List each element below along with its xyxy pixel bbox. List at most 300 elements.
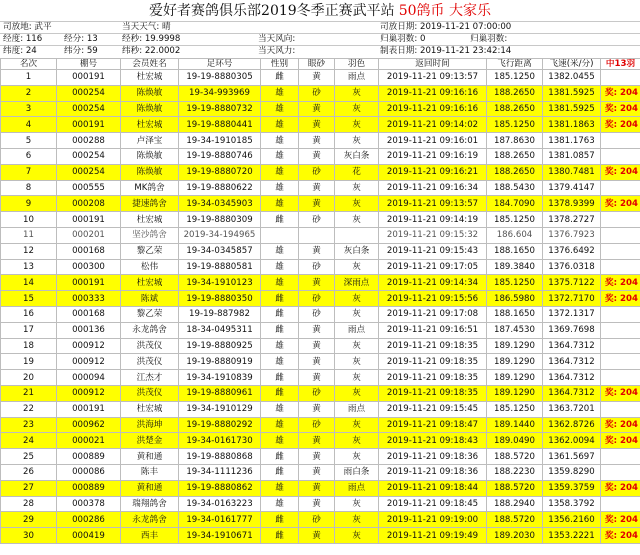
member-cell: 黎乙荣 (121, 306, 179, 322)
table-row (1, 101, 640, 117)
distance-cell: 188.5720 (487, 449, 543, 465)
eye-cell: 黄 (299, 354, 335, 370)
rank-cell: 6 (1, 148, 57, 164)
latitude-min: 纬分: 59 (64, 46, 98, 56)
table-row (1, 417, 640, 433)
returned-count: 归巢羽数: 0 (380, 34, 426, 44)
table-row (1, 322, 640, 338)
loft-cell: 000254 (57, 164, 121, 180)
table-row (1, 85, 640, 101)
ring-cell: 19-19-8880292 (179, 417, 261, 433)
rank-cell: 26 (1, 464, 57, 480)
prize-cell: 奖: 204 (601, 385, 640, 401)
speed-cell: 1358.3792 (543, 496, 601, 512)
sex-cell: 雄 (261, 243, 299, 259)
prize-cell (601, 354, 640, 370)
loft-cell: 000889 (57, 480, 121, 496)
distance-cell: 188.5720 (487, 480, 543, 496)
color-cell: 灰 (335, 385, 379, 401)
prize-cell (601, 338, 640, 354)
sex-cell: 雄 (261, 354, 299, 370)
rank-cell: 30 (1, 528, 57, 544)
return-time-cell: 2019-11-21 09:18:44 (379, 480, 487, 496)
col-distance: 飞行距离 (487, 59, 543, 70)
speed-cell: 1363.7201 (543, 401, 601, 417)
loft-cell: 000191 (57, 212, 121, 228)
distance-cell: 189.1290 (487, 385, 543, 401)
table-row (1, 370, 640, 386)
table-row (1, 338, 640, 354)
distance-cell: 185.1250 (487, 117, 543, 133)
return-time-cell: 2019-11-21 09:18:35 (379, 385, 487, 401)
rank-cell: 1 (1, 70, 57, 86)
sex-cell: 雌 (261, 464, 299, 480)
release-location: 司放地: 武平 (3, 22, 52, 32)
eye-cell: 砂 (299, 512, 335, 528)
color-cell: 灰 (335, 338, 379, 354)
eye-cell: 黄 (299, 370, 335, 386)
title-promo: 50鸽币 大家乐 (398, 3, 491, 19)
member-cell: 洪茂仪 (121, 338, 179, 354)
member-cell: 洪楚金 (121, 433, 179, 449)
color-cell: 灰 (335, 370, 379, 386)
speed-cell: 1361.5697 (543, 449, 601, 465)
return-time-cell: 2019-11-21 09:18:45 (379, 496, 487, 512)
latitude-deg: 纬度: 24 (3, 46, 37, 56)
sex-cell: 雄 (261, 417, 299, 433)
sex-cell: 雌 (261, 449, 299, 465)
rank-cell: 2 (1, 85, 57, 101)
distance-cell: 188.1650 (487, 306, 543, 322)
speed-cell: 1381.0857 (543, 148, 601, 164)
color-cell: 灰 (335, 354, 379, 370)
col-loft: 棚号 (57, 59, 121, 70)
speed-cell: 1364.7312 (543, 370, 601, 386)
ring-cell: 19-19-8880309 (179, 212, 261, 228)
distance-cell: 188.2940 (487, 496, 543, 512)
results-table (0, 58, 640, 544)
loft-cell: 000191 (57, 70, 121, 86)
rank-cell: 29 (1, 512, 57, 528)
distance-cell: 185.1250 (487, 275, 543, 291)
sex-cell: 雌 (261, 322, 299, 338)
member-cell: MK鸽舍 (121, 180, 179, 196)
table-row (1, 164, 640, 180)
col-prize: 中13羽 (601, 59, 640, 70)
return-time-cell: 2019-11-21 09:16:21 (379, 164, 487, 180)
table-date: 制表日期: 2019-11-21 23:42:14 (380, 46, 512, 56)
eye-cell: 黄 (299, 449, 335, 465)
prize-cell (601, 464, 640, 480)
ring-cell: 19-34-1111236 (179, 464, 261, 480)
loft-cell: 000288 (57, 133, 121, 149)
color-cell: 花 (335, 164, 379, 180)
member-cell: 陈焕敏 (121, 85, 179, 101)
ring-cell: 19-19-8880305 (179, 70, 261, 86)
table-row (1, 401, 640, 417)
return-time-cell: 2019-11-21 09:16:19 (379, 148, 487, 164)
color-cell: 灰 (335, 512, 379, 528)
eye-cell: 砂 (299, 259, 335, 275)
sex-cell (261, 227, 299, 243)
rank-cell: 15 (1, 291, 57, 307)
return-time-cell: 2019-11-21 09:17:08 (379, 306, 487, 322)
ring-cell: 19-19-8880622 (179, 180, 261, 196)
loft-cell: 000136 (57, 322, 121, 338)
table-row (1, 212, 640, 228)
prize-cell: 奖: 204 (601, 196, 640, 212)
return-time-cell: 2019-11-21 09:15:32 (379, 227, 487, 243)
return-time-cell: 2019-11-21 09:15:56 (379, 291, 487, 307)
release-date: 司放日期: 2019-11-21 07:00:00 (380, 22, 512, 32)
ring-cell: 19-34-1910129 (179, 401, 261, 417)
loft-cell: 000094 (57, 370, 121, 386)
ring-cell: 2019-34-194965 (179, 227, 261, 243)
rank-cell: 17 (1, 322, 57, 338)
eye-cell (299, 227, 335, 243)
return-time-cell: 2019-11-21 09:18:36 (379, 449, 487, 465)
prize-cell: 奖: 204 (601, 164, 640, 180)
speed-cell: 1379.4147 (543, 180, 601, 196)
return-time-cell: 2019-11-21 09:18:35 (379, 354, 487, 370)
sex-cell: 雌 (261, 512, 299, 528)
distance-cell: 186.604 (487, 227, 543, 243)
return-time-cell: 2019-11-21 09:19:00 (379, 512, 487, 528)
loft-cell: 000912 (57, 354, 121, 370)
sex-cell: 雄 (261, 433, 299, 449)
distance-cell: 188.2650 (487, 85, 543, 101)
sex-cell: 雄 (261, 117, 299, 133)
speed-cell: 1362.0094 (543, 433, 601, 449)
speed-cell: 1381.1863 (543, 117, 601, 133)
loft-cell: 000962 (57, 417, 121, 433)
sex-cell: 雌 (261, 528, 299, 544)
return-time-cell: 2019-11-21 09:18:43 (379, 433, 487, 449)
prize-cell (601, 449, 640, 465)
ring-cell: 18-34-0495311 (179, 322, 261, 338)
ring-cell: 19-34-0345903 (179, 196, 261, 212)
eye-cell: 黄 (299, 148, 335, 164)
sex-cell: 雌 (261, 70, 299, 86)
prize-cell: 奖: 204 (601, 528, 640, 544)
loft-cell: 000912 (57, 385, 121, 401)
prize-cell: 奖: 204 (601, 85, 640, 101)
member-cell: 陈丰 (121, 464, 179, 480)
prize-cell (601, 212, 640, 228)
loft-cell: 000419 (57, 528, 121, 544)
return-time-cell: 2019-11-21 09:16:01 (379, 133, 487, 149)
table-row (1, 512, 640, 528)
ring-cell: 19-19-8880862 (179, 480, 261, 496)
rank-cell: 3 (1, 101, 57, 117)
color-cell: 灰 (335, 133, 379, 149)
color-cell: 雨点 (335, 480, 379, 496)
prize-cell (601, 259, 640, 275)
rank-cell: 24 (1, 433, 57, 449)
eye-cell: 砂 (299, 417, 335, 433)
member-cell: 陈焕敏 (121, 101, 179, 117)
return-time-cell: 2019-11-21 09:19:49 (379, 528, 487, 544)
loft-cell: 000201 (57, 227, 121, 243)
table-row (1, 196, 640, 212)
col-return-time: 返回时间 (379, 59, 487, 70)
ring-cell: 19-19-887982 (179, 306, 261, 322)
table-row (1, 259, 640, 275)
color-cell: 灰 (335, 212, 379, 228)
recorded-count: 归巢羽数: (470, 34, 508, 44)
table-row (1, 433, 640, 449)
eye-cell: 黄 (299, 528, 335, 544)
sex-cell: 雄 (261, 180, 299, 196)
color-cell: 灰 (335, 496, 379, 512)
return-time-cell: 2019-11-21 09:16:16 (379, 101, 487, 117)
loft-cell: 000086 (57, 464, 121, 480)
loft-cell: 000191 (57, 117, 121, 133)
ring-cell: 19-34-0161777 (179, 512, 261, 528)
member-cell: 卢泽宝 (121, 133, 179, 149)
col-eye: 眼砂 (299, 59, 335, 70)
prize-cell (601, 370, 640, 386)
distance-cell: 189.1290 (487, 338, 543, 354)
rank-cell: 28 (1, 496, 57, 512)
rank-cell: 25 (1, 449, 57, 465)
prize-cell (601, 227, 640, 243)
distance-cell: 189.0490 (487, 433, 543, 449)
eye-cell: 黄 (299, 70, 335, 86)
prize-cell (601, 180, 640, 196)
table-row (1, 227, 640, 243)
ring-cell: 19-19-8880350 (179, 291, 261, 307)
loft-cell: 000254 (57, 85, 121, 101)
rank-cell: 16 (1, 306, 57, 322)
loft-cell: 000300 (57, 259, 121, 275)
member-cell: 西丰 (121, 528, 179, 544)
member-cell: 洪海坤 (121, 417, 179, 433)
speed-cell: 1381.5925 (543, 101, 601, 117)
member-cell: 瑞翔鸽舍 (121, 496, 179, 512)
speed-cell: 1353.2221 (543, 528, 601, 544)
speed-cell: 1380.7481 (543, 164, 601, 180)
member-cell: 黎乙荣 (121, 243, 179, 259)
wind-direction: 当天风向: (258, 34, 296, 44)
loft-cell: 000254 (57, 148, 121, 164)
member-cell: 永龙鸽舍 (121, 512, 179, 528)
sex-cell: 雄 (261, 133, 299, 149)
distance-cell: 187.8630 (487, 133, 543, 149)
member-cell: 坚沙鸽舍 (121, 227, 179, 243)
speed-cell: 1369.7698 (543, 322, 601, 338)
sex-cell: 雌 (261, 291, 299, 307)
loft-cell: 000378 (57, 496, 121, 512)
ring-cell: 19-19-8880732 (179, 101, 261, 117)
member-cell: 杜宏城 (121, 70, 179, 86)
speed-cell: 1356.2160 (543, 512, 601, 528)
sex-cell: 雄 (261, 196, 299, 212)
title-main: 爱好者赛鸽俱乐部2019冬季正赛武平站 (149, 3, 395, 19)
distance-cell: 189.2030 (487, 528, 543, 544)
loft-cell: 000912 (57, 338, 121, 354)
prize-cell: 奖: 204 (601, 117, 640, 133)
ring-cell: 19-19-8880746 (179, 148, 261, 164)
speed-cell: 1364.7312 (543, 385, 601, 401)
eye-cell: 砂 (299, 85, 335, 101)
eye-cell: 砂 (299, 212, 335, 228)
return-time-cell: 2019-11-21 09:13:57 (379, 196, 487, 212)
page-title (0, 0, 640, 22)
speed-cell: 1364.7312 (543, 338, 601, 354)
prize-cell (601, 306, 640, 322)
rank-cell: 22 (1, 401, 57, 417)
color-cell: 雨点 (335, 401, 379, 417)
eye-cell: 黄 (299, 196, 335, 212)
prize-cell (601, 401, 640, 417)
speed-cell: 1376.0318 (543, 259, 601, 275)
rank-cell: 13 (1, 259, 57, 275)
eye-cell: 黄 (299, 464, 335, 480)
color-cell: 灰白条 (335, 148, 379, 164)
longitude-sec: 经秒: 19.9998 (122, 34, 181, 44)
color-cell: 灰 (335, 259, 379, 275)
member-cell: 洪茂仪 (121, 385, 179, 401)
rank-cell: 8 (1, 180, 57, 196)
speed-cell: 1376.7923 (543, 227, 601, 243)
prize-cell: 奖: 204 (601, 275, 640, 291)
speed-cell: 1372.7170 (543, 291, 601, 307)
table-row (1, 496, 640, 512)
color-cell: 雨白条 (335, 464, 379, 480)
prize-cell: 奖: 204 (601, 512, 640, 528)
return-time-cell: 2019-11-21 09:16:16 (379, 85, 487, 101)
distance-cell: 188.5430 (487, 180, 543, 196)
distance-cell: 189.1290 (487, 354, 543, 370)
distance-cell: 188.1650 (487, 243, 543, 259)
rank-cell: 14 (1, 275, 57, 291)
distance-cell: 188.2650 (487, 101, 543, 117)
prize-cell: 奖: 204 (601, 480, 640, 496)
color-cell: 灰白条 (335, 243, 379, 259)
member-cell: 陈焕敏 (121, 148, 179, 164)
member-cell: 陈斌 (121, 291, 179, 307)
color-cell: 灰 (335, 117, 379, 133)
col-color: 羽色 (335, 59, 379, 70)
sex-cell: 雄 (261, 275, 299, 291)
loft-cell: 000254 (57, 101, 121, 117)
distance-cell: 189.1440 (487, 417, 543, 433)
loft-cell: 000168 (57, 306, 121, 322)
member-cell: 永龙鸽舍 (121, 322, 179, 338)
member-cell: 松伟 (121, 259, 179, 275)
speed-cell: 1375.7122 (543, 275, 601, 291)
table-row (1, 148, 640, 164)
rank-cell: 20 (1, 370, 57, 386)
latitude-sec: 纬秒: 22.0002 (122, 46, 181, 56)
distance-cell: 184.7090 (487, 196, 543, 212)
member-cell: 杜宏城 (121, 117, 179, 133)
table-row (1, 133, 640, 149)
member-cell: 杜宏城 (121, 275, 179, 291)
weather: 当天天气: 晴 (122, 22, 171, 32)
ring-cell: 19-19-8880441 (179, 117, 261, 133)
distance-cell: 189.3840 (487, 259, 543, 275)
ring-cell: 19-19-8880868 (179, 449, 261, 465)
distance-cell: 185.1250 (487, 70, 543, 86)
col-member: 会员姓名 (121, 59, 179, 70)
table-row (1, 449, 640, 465)
sex-cell: 雌 (261, 370, 299, 386)
member-cell: 江杰才 (121, 370, 179, 386)
distance-cell: 188.5720 (487, 512, 543, 528)
col-ring: 足环号 (179, 59, 261, 70)
prize-cell (601, 148, 640, 164)
loft-cell: 000168 (57, 243, 121, 259)
color-cell: 灰 (335, 417, 379, 433)
eye-cell: 黄 (299, 243, 335, 259)
eye-cell: 砂 (299, 385, 335, 401)
table-row (1, 385, 640, 401)
speed-cell: 1372.1317 (543, 306, 601, 322)
speed-cell: 1378.2727 (543, 212, 601, 228)
member-cell: 黄和通 (121, 449, 179, 465)
sex-cell: 雌 (261, 306, 299, 322)
distance-cell: 188.2230 (487, 464, 543, 480)
table-row (1, 480, 640, 496)
col-sex: 性别 (261, 59, 299, 70)
eye-cell: 黄 (299, 322, 335, 338)
eye-cell: 黄 (299, 433, 335, 449)
sex-cell: 雌 (261, 385, 299, 401)
sex-cell: 雄 (261, 480, 299, 496)
table-row (1, 117, 640, 133)
eye-cell: 黄 (299, 338, 335, 354)
return-time-cell: 2019-11-21 09:15:43 (379, 243, 487, 259)
speed-cell: 1362.8726 (543, 417, 601, 433)
return-time-cell: 2019-11-21 09:17:05 (379, 259, 487, 275)
eye-cell: 黄 (299, 117, 335, 133)
return-time-cell: 2019-11-21 09:14:19 (379, 212, 487, 228)
prize-cell: 奖: 204 (601, 291, 640, 307)
col-rank: 名次 (1, 59, 57, 70)
color-cell: 灰 (335, 196, 379, 212)
eye-cell: 黄 (299, 101, 335, 117)
info-row-2 (0, 34, 640, 45)
sex-cell: 雄 (261, 401, 299, 417)
color-cell: 灰 (335, 180, 379, 196)
rank-cell: 21 (1, 385, 57, 401)
prize-cell (601, 133, 640, 149)
longitude-min: 经分: 13 (64, 34, 98, 44)
color-cell: 深雨点 (335, 275, 379, 291)
color-cell: 雨点 (335, 70, 379, 86)
prize-cell: 奖: 204 (601, 101, 640, 117)
rank-cell: 23 (1, 417, 57, 433)
rank-cell: 19 (1, 354, 57, 370)
eye-cell: 黄 (299, 480, 335, 496)
color-cell: 灰 (335, 101, 379, 117)
eye-cell: 砂 (299, 164, 335, 180)
table-row (1, 70, 640, 86)
ring-cell: 19-19-8880925 (179, 338, 261, 354)
member-cell: 陈焕敏 (121, 164, 179, 180)
header-row (1, 59, 640, 70)
sex-cell: 雄 (261, 148, 299, 164)
eye-cell: 砂 (299, 291, 335, 307)
sex-cell: 雄 (261, 338, 299, 354)
prize-cell (601, 322, 640, 338)
return-time-cell: 2019-11-21 09:18:36 (379, 464, 487, 480)
info-row-1 (0, 22, 640, 33)
return-time-cell: 2019-11-21 09:14:02 (379, 117, 487, 133)
rank-cell: 27 (1, 480, 57, 496)
